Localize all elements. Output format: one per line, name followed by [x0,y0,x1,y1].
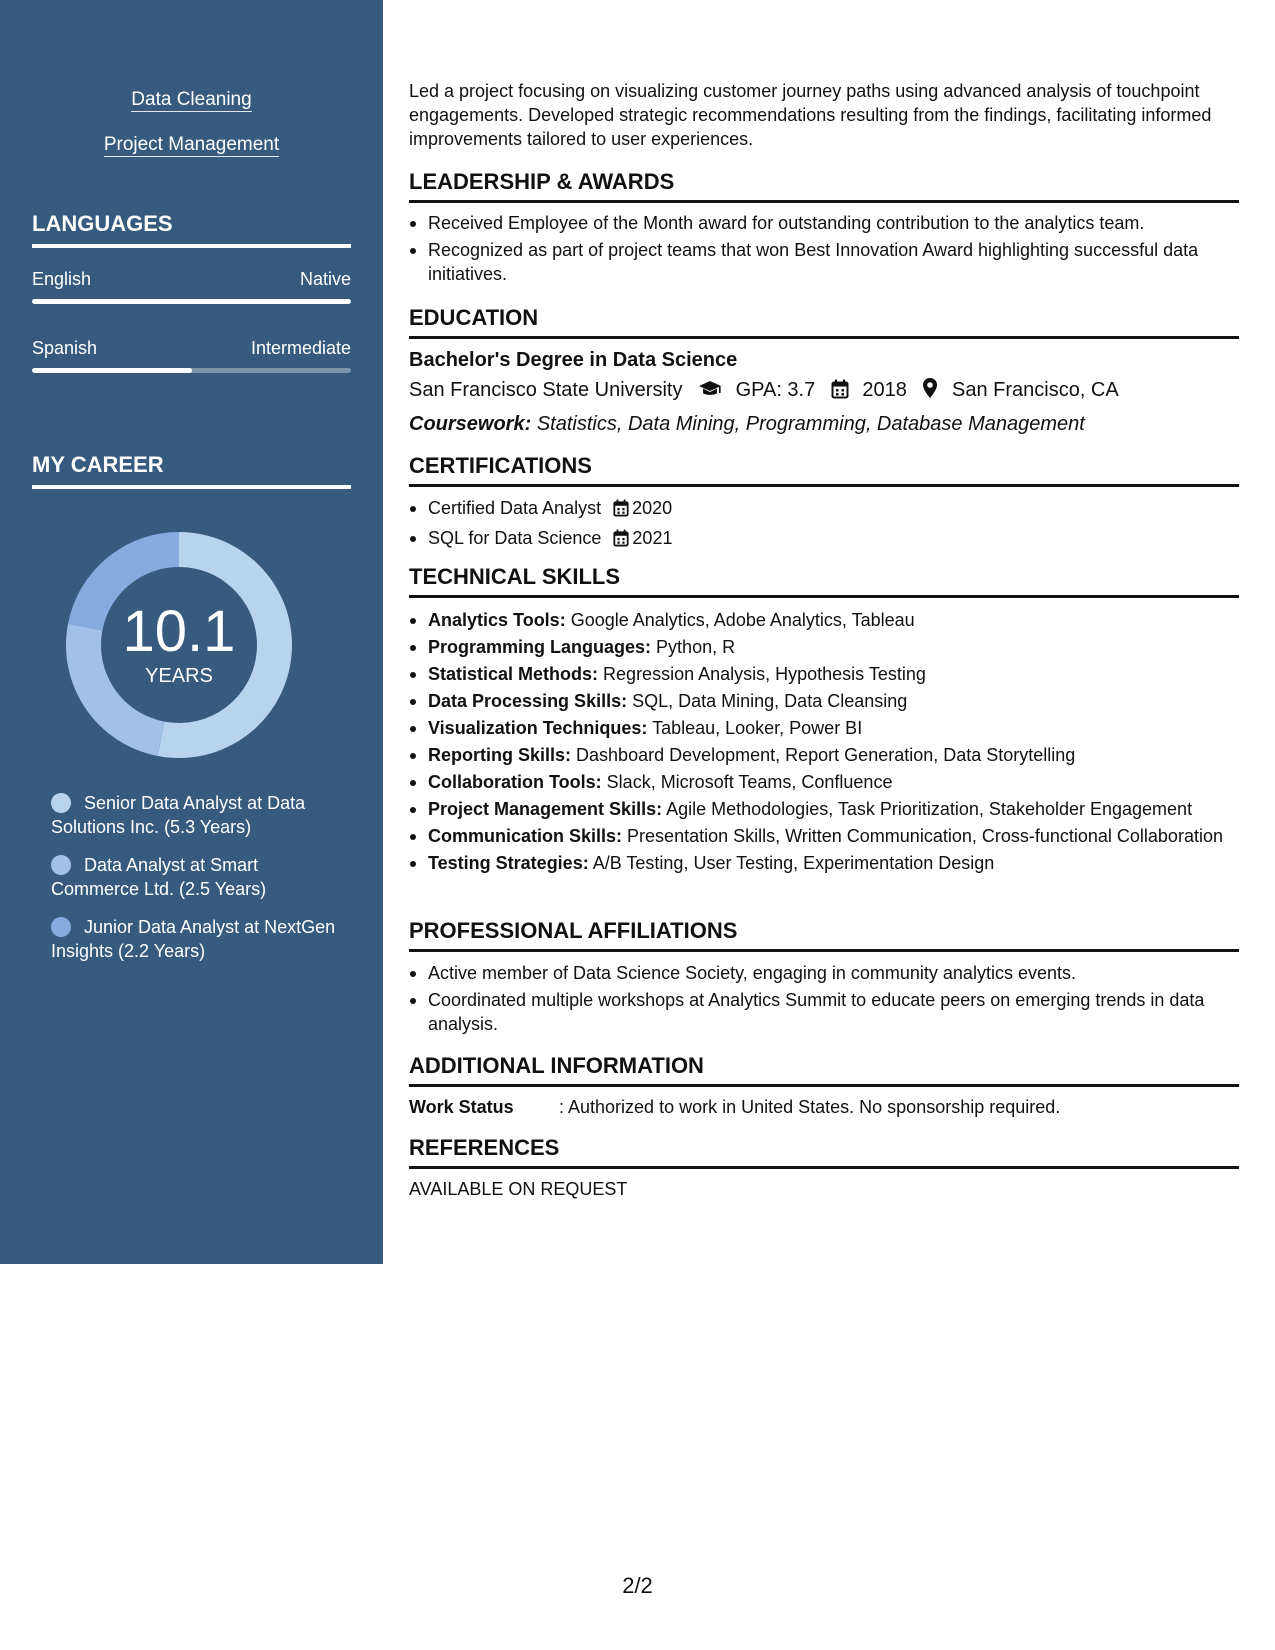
leadership-heading: LEADERSHIP & AWARDS [409,168,1239,203]
language-proficiency-fill [32,299,351,304]
technical-skills-heading: TECHNICAL SKILLS [409,563,1239,598]
skill-category: Project Management Skills: [428,799,663,819]
skill-category: Data Processing Skills: [428,691,628,711]
gpa: GPA: 3.7 [735,379,816,401]
career-legend-text: Data Analyst at Smart Commerce Ltd. (2.5 Years) [51,855,267,899]
skill-category: Programming Languages: [428,637,652,657]
references-heading: REFERENCES [409,1134,1239,1169]
list-item [409,716,1239,740]
skill-tag[interactable] [0,133,383,157]
degree-title: Bachelor's Degree in Data Science [409,349,738,371]
calendar-icon [613,529,629,553]
page-number: 2/2 [622,1573,653,1598]
language-proficiency-bar [32,299,351,304]
career-legend-item [51,791,341,839]
skill-tag[interactable] [0,88,383,112]
list-item [409,635,1239,659]
affiliations-list [409,961,1239,1039]
list-item: Coordinated multiple workshops at Analytics Summit to educate peers on emerging trends in data analysis. [409,988,1239,1036]
list-item [409,496,1239,523]
leadership-list [409,211,1239,289]
skill-values: Regression Analysis, Hypothesis Testing [603,664,926,684]
education-heading: EDUCATION [409,304,1239,339]
list-item: Recognized as part of project teams that won Best Innovation Award highlighting successful data initiatives. [409,238,1239,286]
location-pin-icon [922,377,938,406]
career-legend-item [51,915,341,963]
skill-values: A/B Testing, User Testing, Experimentation Design [592,853,995,873]
sidebar [0,0,383,1264]
calendar-icon [613,499,629,523]
career-legend-dot [51,855,71,875]
technical-skills-list [409,608,1239,878]
career-legend-dot [51,793,71,813]
skill-values: Presentation Skills, Written Communication, Cross-functional Collaboration [627,826,1223,846]
language-name: Spanish [32,338,98,358]
skill-values: Agile Methodologies, Task Prioritization, Stakeholder Engagement [666,799,1193,819]
skill-category: Statistical Methods: [428,664,599,684]
work-status-row [409,1095,1239,1119]
career-legend-text: Junior Data Analyst at NextGen Insights (2.2 Years) [51,917,336,961]
certification-year: 2021 [632,528,673,548]
skill-values: Python, R [656,637,736,657]
skill-tag-label: Project Management [103,134,280,155]
list-item [409,743,1239,767]
career-legend-text: Senior Data Analyst at Data Solutions Inc. (5.3 Years) [51,793,306,837]
calendar-icon [831,379,849,406]
list-item [409,797,1239,821]
list-item [409,608,1239,632]
skill-category: Collaboration Tools: [428,772,602,792]
references-text: AVAILABLE ON REQUEST [409,1179,628,1199]
list-item: Received Employee of the Month award for outstanding contribution to the analytics team. [409,211,1239,235]
school-location: San Francisco, CA [951,379,1119,401]
graduation-year: 2018 [862,379,907,401]
coursework-label: Coursework: [409,413,532,435]
education-entry [409,347,1239,437]
graduation-cap-icon [698,379,722,406]
project-description: Led a project focusing on visualizing customer journey paths using advanced analysis of touchpoint engagements. Developed strategic recommendations resulting from the findings, facilitating informed improvements tailored to user experiences. [409,81,1212,149]
certification-year: 2020 [632,498,673,518]
career-legend-dot [51,917,71,937]
list-item [409,689,1239,713]
career-legend-item [51,853,341,901]
work-status-label: Work Status [409,1097,514,1117]
list-item [409,851,1239,875]
language-name: English [32,269,92,289]
career-heading: MY CAREER [32,451,351,489]
skill-category: Visualization Techniques: [428,718,648,738]
list-item [409,662,1239,686]
languages-heading: LANGUAGES [32,210,351,248]
skill-values: Slack, Microsoft Teams, Confluence [606,772,893,792]
coursework [409,411,1239,437]
skill-tag-label: Data Cleaning [131,89,252,110]
affiliations-heading: PROFESSIONAL AFFILIATIONS [409,917,1239,952]
school-name: San Francisco State University [409,379,683,401]
coursework-list: Statistics, Data Mining, Programming, Database Management [536,413,1085,435]
certifications-list [409,496,1239,556]
career-total-unit: YEARS [145,665,213,687]
list-item [409,526,1239,553]
additional-info-heading: ADDITIONAL INFORMATION [409,1052,1239,1087]
skill-category: Communication Skills: [428,826,623,846]
career-total-years: 10.1 [122,599,236,664]
certifications-heading: CERTIFICATIONS [409,452,1239,487]
skill-values: Tableau, Looker, Power BI [652,718,863,738]
skill-values: Google Analytics, Adobe Analytics, Tableau [570,610,915,630]
skill-values: SQL, Data Mining, Data Cleansing [632,691,908,711]
skill-category: Reporting Skills: [428,745,572,765]
education-details [409,377,1239,406]
list-item [409,824,1239,848]
language-level: Native [299,269,351,289]
skill-category: Analytics Tools: [428,610,566,630]
certification-name: SQL for Data Science [428,528,602,548]
list-item: Active member of Data Science Society, engaging in community analytics events. [409,961,1239,985]
certification-name: Certified Data Analyst [428,498,602,518]
skill-category: Testing Strategies: [428,853,589,873]
language-level: Intermediate [250,338,351,358]
language-proficiency-fill [32,368,192,373]
list-item [409,770,1239,794]
skill-values: Dashboard Development, Report Generation, Data Storytelling [576,745,1076,765]
language-proficiency-bar [32,368,351,373]
work-status-value: : Authorized to work in United States. No sponsorship required. [559,1097,1061,1117]
